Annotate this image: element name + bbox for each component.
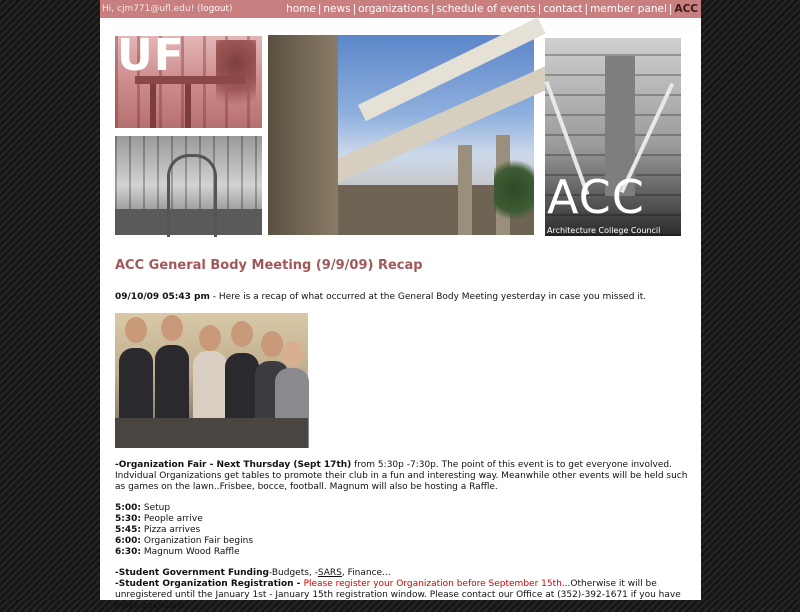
post-meta xyxy=(115,292,646,302)
header-image-uf-building xyxy=(115,30,262,128)
page xyxy=(100,0,701,611)
registration-heading: -Student Organization Registration - xyxy=(115,579,304,589)
top-bar xyxy=(100,0,701,18)
greeting-text: Hi, cjm771@ufl.edu! ( xyxy=(102,4,201,14)
event-schedule xyxy=(115,503,690,558)
schedule-item: 5:30: People arrive xyxy=(115,514,203,524)
main-nav xyxy=(286,0,698,18)
nav-member-panel[interactable]: member panel xyxy=(590,3,667,15)
registration-deadline: Please register your Organization before September 15th xyxy=(303,579,562,589)
acc-logo-subtitle: Architecture College Council xyxy=(547,226,661,235)
meeting-photo xyxy=(115,313,308,448)
org-fair-text: from 5:30p -7:30p. The point of this event is to get everyone involved. Indvidual Organizations get tables to promote their club in a fun and interesting way. Meanwhile other events will be held such as games on the lawn..Frisbee, bocce, football. Magnum will also be hosting a Raffle. xyxy=(115,460,688,492)
schedule-item: 6:30: Magnum Wood Raffle xyxy=(115,547,240,557)
org-fair-heading: -Organization Fair - Next Thursday (Sept 17th) xyxy=(115,460,352,470)
nav-separator: | xyxy=(317,3,322,15)
nav-news[interactable]: news xyxy=(323,3,351,15)
org-fair-paragraph xyxy=(115,460,690,493)
post-title: ACC General Body Meeting (9/9/09) Recap xyxy=(115,258,423,273)
sars-link[interactable]: SARS xyxy=(317,568,342,578)
post-body xyxy=(115,460,690,612)
nav-contact[interactable]: contact xyxy=(543,3,583,15)
header-image-architecture-building xyxy=(268,35,534,235)
logout-link[interactable]: logout xyxy=(200,4,230,14)
schedule-item: 5:00: Setup xyxy=(115,503,171,513)
schedule-item: 5:45: Pizza arrives xyxy=(115,525,201,535)
nav-current-acc[interactable]: ACC xyxy=(674,3,698,15)
schedule-item: 6:00: Organization Fair begins xyxy=(115,536,254,546)
nav-separator: | xyxy=(668,3,673,15)
registration-paragraph xyxy=(115,579,690,612)
greeting xyxy=(102,0,233,18)
funding-heading: -Student Government Funding xyxy=(115,568,269,578)
uf-logo-text: UF xyxy=(117,30,185,81)
funding-line: -Student Government Funding-Budgets, -SARS, Finance... xyxy=(115,568,391,578)
nav-home[interactable]: home xyxy=(286,3,316,15)
nav-separator: | xyxy=(352,3,357,15)
registration-text: ...Otherwise it will be unregistered until the January 1st - January 15th registration window. Please contact our Office at (352)-392-1671 if you have more questions. xyxy=(115,579,681,611)
greeting-suffix: ) xyxy=(229,4,233,14)
nav-separator: | xyxy=(537,3,542,15)
nav-schedule-of-events[interactable]: schedule of events xyxy=(436,3,536,15)
nav-organizations[interactable]: organizations xyxy=(358,3,429,15)
nav-separator: | xyxy=(584,3,589,15)
post-date: 09/10/09 05:43 pm xyxy=(115,292,210,302)
nav-separator: | xyxy=(430,3,435,15)
acc-logo-text: ACC xyxy=(547,170,645,224)
header-image-chapel-interior xyxy=(115,136,262,235)
header-image-acc-logo xyxy=(545,38,681,236)
post-intro: - Here is a recap of what occurred at the General Body Meeting yesterday in case you missed it. xyxy=(209,292,647,302)
